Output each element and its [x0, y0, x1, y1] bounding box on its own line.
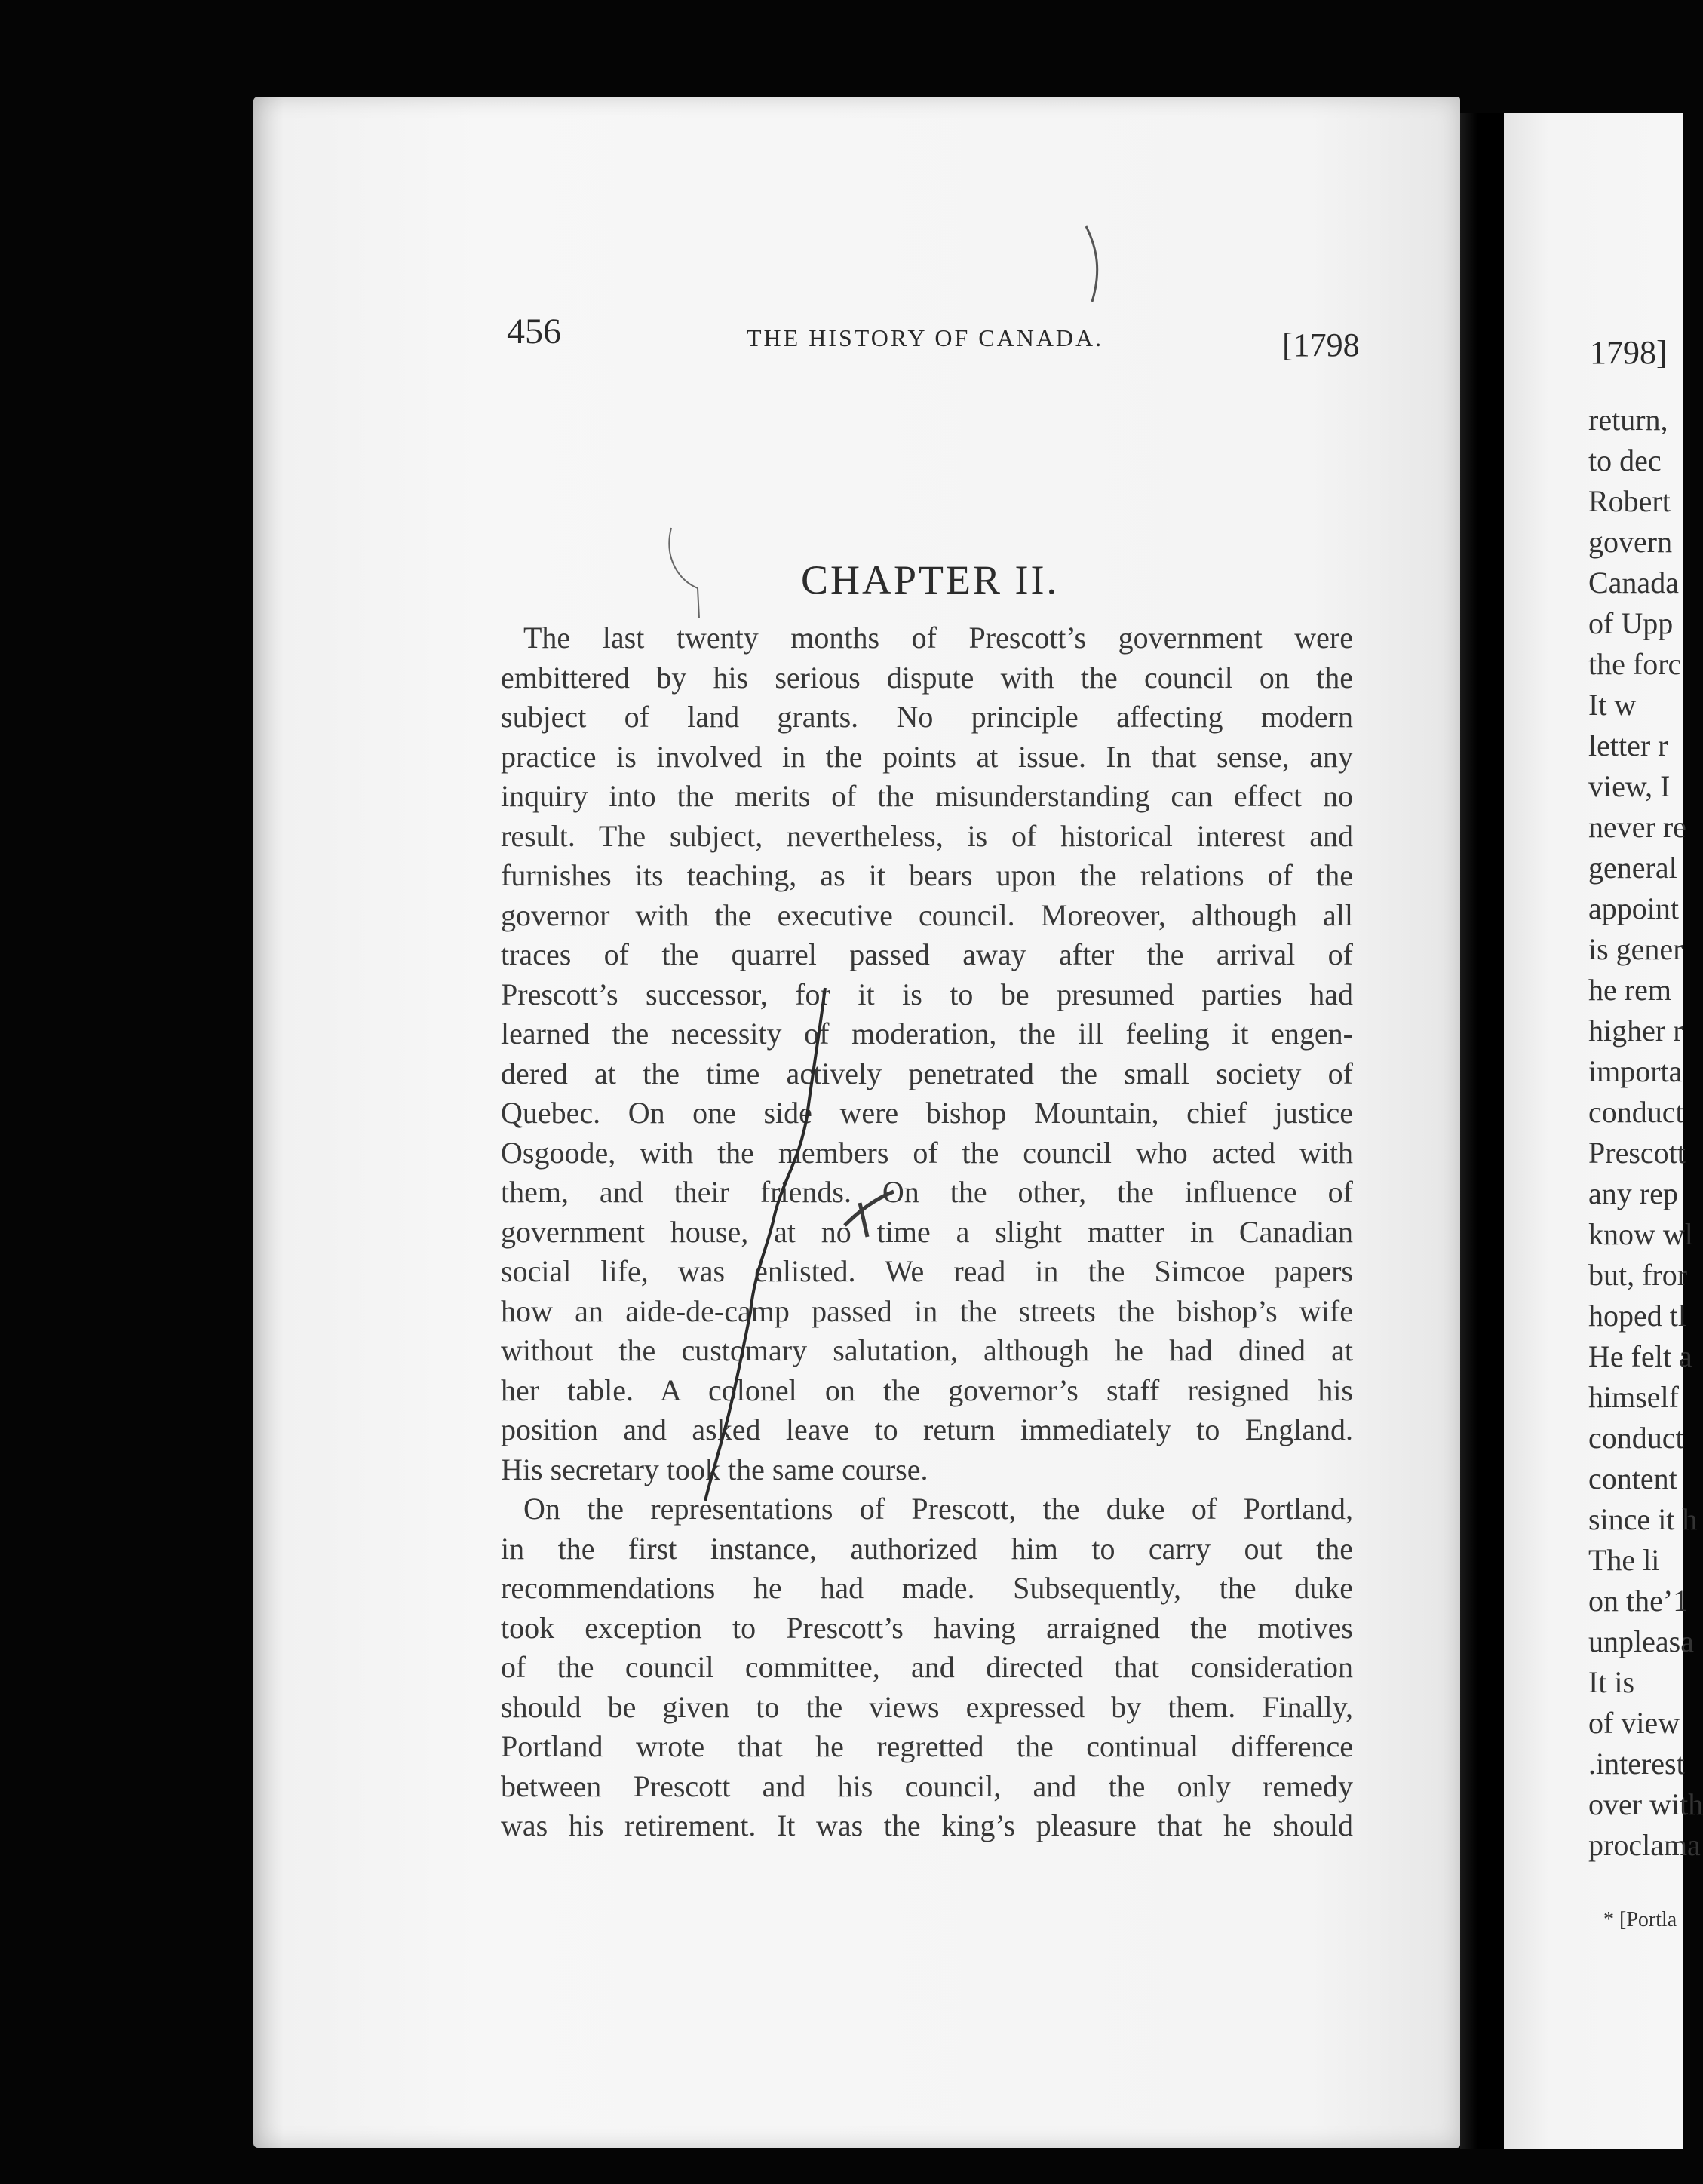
- text-line: them, and their friends. On the other, the influence of: [501, 1175, 1353, 1209]
- text-line: Prescott: [1588, 1136, 1686, 1170]
- text-line: he rem: [1588, 973, 1671, 1007]
- body-text: [501, 618, 1353, 1846]
- text-line: never re: [1588, 810, 1686, 844]
- text-line: His secretary took the same course.: [501, 1452, 928, 1486]
- text-line: social life, was enlisted. We read in the Simcoe papers: [501, 1254, 1353, 1288]
- text-line: between Prescott and his council, and the only remedy: [501, 1768, 1353, 1803]
- page-gutter: [1460, 113, 1504, 2149]
- text-line: took exception to Prescott’s having arraigned the motives: [501, 1610, 1353, 1645]
- text-line: Osgoode, with the members of the council who acted with: [501, 1135, 1353, 1170]
- text-line: should be given to the views expressed by them. Finally,: [501, 1689, 1353, 1724]
- text-line: but, fror: [1588, 1258, 1688, 1292]
- chapter-title: CHAPTER II.: [801, 557, 1059, 603]
- text-line: position and asked leave to return immediately to England.: [501, 1413, 1353, 1446]
- right-footnote: * [Portla: [1603, 1908, 1677, 1931]
- text-line: inquiry into the merits of the misunderstanding can effect no: [501, 779, 1353, 813]
- text-line: of Upp: [1588, 606, 1674, 640]
- right-page-text: [1588, 400, 1703, 1866]
- text-line: learned the necessity of moderation, the ill feeling it engen-: [501, 1017, 1353, 1051]
- text-line: unpleasa: [1588, 1624, 1694, 1658]
- text-line: result. The subject, nevertheless, is of historical interest and: [501, 818, 1353, 853]
- text-line: letter r: [1588, 729, 1668, 762]
- text-line: practice is involved in the points at issue. In that sense, any: [501, 739, 1353, 774]
- text-line: how an aide-de-camp passed in the streets the bishop’s wife: [501, 1293, 1353, 1328]
- text-line: conduct: [1588, 1095, 1684, 1129]
- text-line: Canada: [1588, 566, 1679, 600]
- text-line: in the first instance, authorized him to carry out the: [501, 1531, 1353, 1566]
- page-number: 456: [507, 311, 561, 351]
- text-line: content: [1588, 1462, 1677, 1495]
- text-line: of the council committee, and directed that consideration: [501, 1650, 1353, 1684]
- text-line: Prescott’s successor, for it is to be presumed parties had: [501, 977, 1353, 1011]
- text-line: furnishes its teaching, as it bears upon the relations of the: [501, 858, 1353, 892]
- text-line: Robert: [1588, 484, 1671, 518]
- text-line: the forc: [1588, 647, 1682, 681]
- text-line: over with: [1588, 1787, 1703, 1821]
- text-line: dered at the time actively penetrated the small society of: [501, 1056, 1353, 1090]
- text-line: to dec: [1588, 443, 1662, 477]
- text-line: govern: [1588, 525, 1673, 559]
- text-line: himself: [1588, 1380, 1679, 1414]
- text-line: subject of land grants. No principle affecting modern: [501, 700, 1353, 734]
- text-line: It is: [1588, 1665, 1635, 1699]
- text-line: know wl: [1588, 1217, 1693, 1251]
- text-line: On the representations of Prescott, the duke of Portland,: [523, 1492, 1353, 1526]
- text-line: Quebec. On one side were bishop Mountain, chief justice: [501, 1096, 1353, 1130]
- text-line: since it h: [1588, 1502, 1698, 1536]
- text-line: is gener: [1588, 932, 1683, 966]
- text-line: importa: [1588, 1054, 1683, 1088]
- text-line: embittered by his serious dispute with the council on the: [501, 660, 1353, 695]
- text-line: It w: [1588, 688, 1637, 722]
- text-line: on the’1: [1588, 1584, 1689, 1618]
- text-line: proclama: [1588, 1828, 1701, 1862]
- text-line: .interest: [1588, 1747, 1685, 1781]
- text-line: government house, at no time a slight matter in Canadian: [501, 1214, 1353, 1249]
- text-line: traces of the quarrel passed away after the arrival of: [501, 937, 1353, 971]
- text-line: general: [1588, 851, 1677, 885]
- text-line: return,: [1588, 403, 1668, 437]
- text-line: any rep: [1588, 1176, 1678, 1210]
- text-line: hoped tl: [1588, 1299, 1686, 1333]
- running-title: THE HISTORY OF CANADA.: [747, 324, 1104, 351]
- text-line: her table. A colonel on the governor’s staff resigned his: [501, 1373, 1353, 1407]
- text-line: of view: [1588, 1706, 1680, 1740]
- header-year: [1798: [1282, 327, 1360, 363]
- text-line: governor with the executive council. Moreover, although all: [501, 897, 1353, 932]
- right-header-year: 1798]: [1590, 334, 1668, 371]
- text-line: Portland wrote that he regretted the continual difference: [501, 1729, 1353, 1763]
- text-line: The last twenty months of Prescott’s government were: [523, 621, 1353, 655]
- text-line: He felt a: [1588, 1339, 1692, 1373]
- text-line: was his retirement. It was the king’s pleasure that he should: [501, 1808, 1353, 1842]
- text-line: higher r: [1588, 1014, 1683, 1048]
- text-line: appoint: [1588, 891, 1679, 925]
- right-page: [1504, 113, 1703, 2149]
- text-line: The li: [1588, 1543, 1660, 1577]
- text-line: conduct: [1588, 1421, 1684, 1455]
- text-line: view, I: [1588, 769, 1671, 803]
- text-line: recommendations he had made. Subsequently, the duke: [501, 1571, 1353, 1605]
- text-line: without the customary salutation, although he had dined at: [501, 1333, 1353, 1367]
